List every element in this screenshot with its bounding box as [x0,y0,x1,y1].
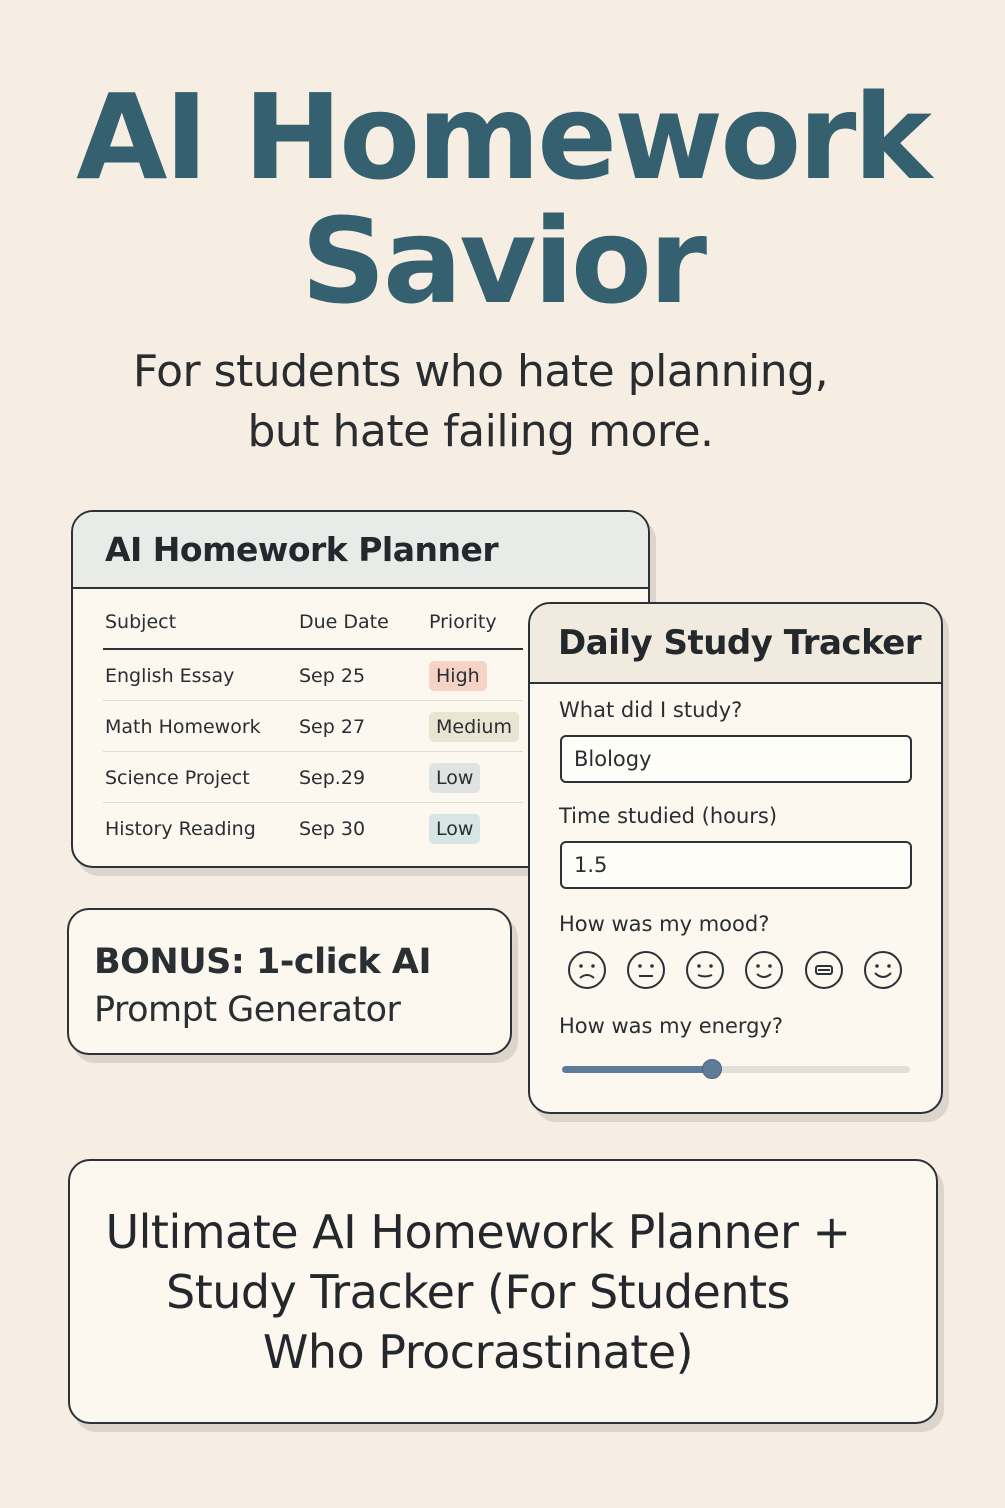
row-priority [429,701,519,753]
planner-table [103,604,523,853]
subtitle-line-1: For students who hate planning, [132,346,829,397]
row-due-date: Sep 25 [299,665,366,687]
smile-icon[interactable] [744,950,784,990]
planner-table-header [103,604,523,650]
tracker-header [530,604,941,684]
table-row[interactable] [103,752,523,803]
priority-badge: Low [429,763,480,793]
time-studied-label: Time studied (hours) [559,804,778,828]
priority-badge: Medium [429,712,519,742]
product-title-line-2: Study Tracker (For Students [166,1264,790,1319]
bonus-heading: BONUS: 1-click AI [94,942,431,982]
tracker-title: Daily Study Tracker [558,623,922,663]
product-title [98,1202,858,1382]
row-priority [429,650,487,702]
mask-face-icon[interactable] [804,950,844,990]
column-header-subject: Subject [105,611,177,633]
mood-selector [567,950,909,994]
study-subject-input[interactable]: Blology [560,735,912,783]
table-row[interactable] [103,701,523,752]
energy-slider-handle[interactable] [702,1059,722,1079]
row-priority [429,752,480,804]
daily-study-tracker-card [528,602,943,1114]
product-title-line-3: Who Procrastinate) [262,1324,694,1379]
row-due-date: Sep.29 [299,767,366,789]
planner-header [73,512,648,589]
row-subject: History Reading [105,818,256,840]
energy-label: How was my energy? [559,1014,784,1038]
neutral-face-icon[interactable] [626,950,666,990]
row-priority [429,803,480,855]
row-subject: Science Project [105,767,250,789]
energy-slider[interactable] [562,1066,910,1073]
table-row[interactable] [103,803,523,853]
frown-icon[interactable] [567,950,607,990]
study-subject-label: What did I study? [559,698,743,722]
time-studied-input[interactable]: 1.5 [560,841,912,889]
happy-face-icon[interactable] [863,950,903,990]
slight-smile-icon[interactable] [685,950,725,990]
product-title-card [68,1159,938,1424]
priority-badge: Low [429,814,480,844]
row-due-date: Sep 30 [299,818,366,840]
mood-label: How was my mood? [559,912,770,936]
page-title-line-2: Savior [300,192,705,330]
table-row[interactable] [103,650,523,701]
energy-slider-fill [562,1066,712,1073]
planner-title: AI Homework Planner [105,530,499,569]
bonus-text: Prompt Generator [94,990,401,1030]
product-title-line-1: Ultimate AI Homework Planner + [105,1204,851,1259]
column-header-due-date: Due Date [299,611,389,633]
bonus-card[interactable] [67,908,512,1055]
priority-badge: High [429,661,487,691]
row-subject: Math Homework [105,716,261,738]
row-due-date: Sep 27 [299,716,366,738]
page-title-line-1: AI Homework [76,68,929,206]
column-header-priority: Priority [429,611,497,633]
subtitle-line-2: but hate failing more. [247,406,714,457]
row-subject: English Essay [105,665,235,687]
